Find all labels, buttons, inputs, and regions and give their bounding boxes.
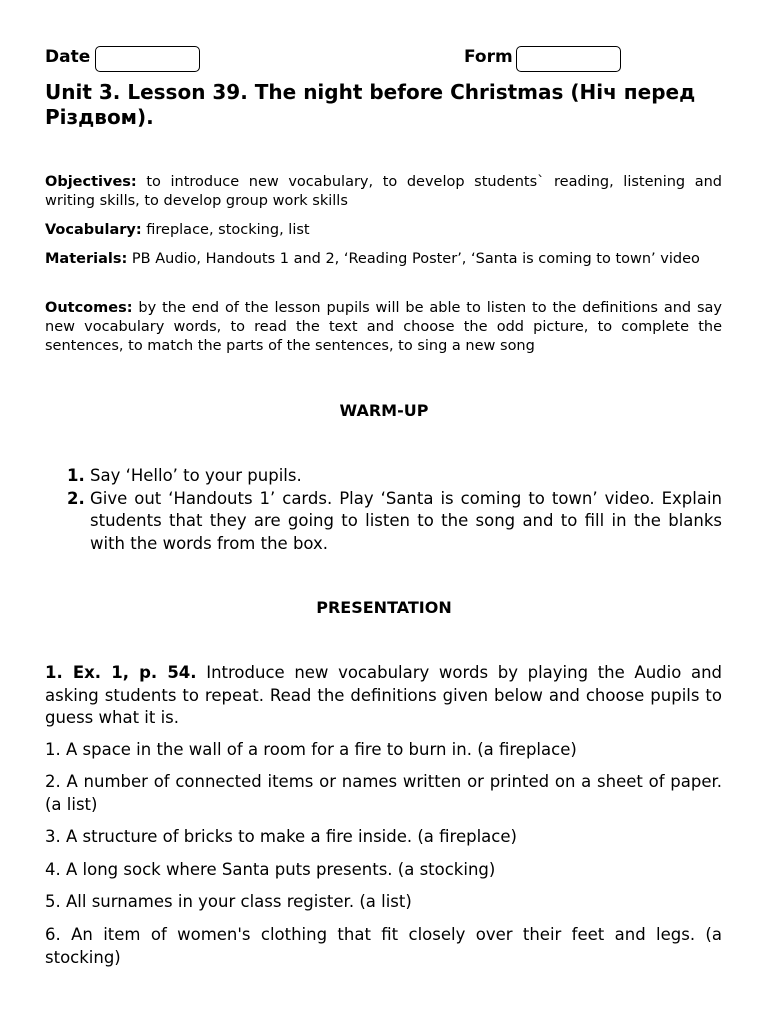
- form-label: Form: [464, 47, 513, 67]
- outcomes-label: Outcomes:: [45, 300, 133, 316]
- definition-item: 6. An item of women's clothing that fit closely over their feet and legs. (a stocking): [45, 925, 722, 967]
- exercise-text: Introduce new vocabulary words by playing the Audio and asking students to repeat. Read the definitions given below and choose pupils to guess what it is.: [45, 663, 723, 727]
- step-number: 1.: [67, 466, 85, 485]
- step-number: 2.: [67, 488, 85, 508]
- vocabulary-label: Vocabulary:: [45, 222, 142, 238]
- warmup-steps: [45, 465, 722, 555]
- definition-item: 5. All surnames in your class register. (a list): [45, 892, 412, 911]
- presentation-heading: PRESENTATION: [316, 598, 452, 617]
- definition-item: 3. A structure of bricks to make a fire inside. (a fireplace): [45, 827, 517, 846]
- header-row: [45, 46, 725, 72]
- form-field[interactable]: [516, 46, 621, 72]
- definition-item: 2. A number of connected items or names written or printed on a sheet of paper. (a list): [45, 772, 722, 814]
- definition-item: 1. A space in the wall of a room for a fire to burn in. (a fireplace): [45, 740, 577, 759]
- materials-paragraph: [45, 250, 722, 269]
- presentation-intro: [45, 662, 722, 730]
- outcomes-text: by the end of the lesson pupils will be able to listen to the definitions and say new vocabulary words, to read the text and choose the odd picture, to complete the sentences, to match the parts of the sentences, to sing a new song: [45, 300, 723, 354]
- vocabulary-text: fireplace, stocking, list: [146, 222, 310, 238]
- step-text: Say ‘Hello’ to your pupils.: [90, 466, 302, 485]
- exercise-label: 1. Ex. 1, p. 54.: [45, 663, 197, 682]
- vocabulary-paragraph: [45, 221, 722, 240]
- step-text: Give out ‘Handouts 1’ cards. Play ‘Santa is coming to town’ video. Explain students that they are going to listen to the song and to fill in the blanks with the words from the box.: [90, 488, 722, 553]
- objectives-label: Objectives:: [45, 174, 137, 190]
- warmup-step: [45, 465, 722, 488]
- definition-item: 4. A long sock where Santa puts presents. (a stocking): [45, 860, 496, 879]
- objectives-text: to introduce new vocabulary, to develop students` reading, listening and writing skills, to develop group work skills: [45, 174, 722, 209]
- warmup-step: [45, 488, 722, 556]
- outcomes-paragraph: [45, 299, 722, 356]
- lesson-title: Unit 3. Lesson 39. The night before Christmas (Ніч перед Різдвом).: [45, 80, 696, 129]
- date-label: Date: [45, 47, 91, 67]
- materials-label: Materials:: [45, 251, 128, 267]
- objectives-paragraph: [45, 173, 722, 211]
- date-field[interactable]: [95, 46, 200, 72]
- warmup-heading: WARM-UP: [339, 401, 429, 420]
- materials-text: PB Audio, Handouts 1 and 2, ‘Reading Poster’, ‘Santa is coming to town’ video: [131, 251, 700, 267]
